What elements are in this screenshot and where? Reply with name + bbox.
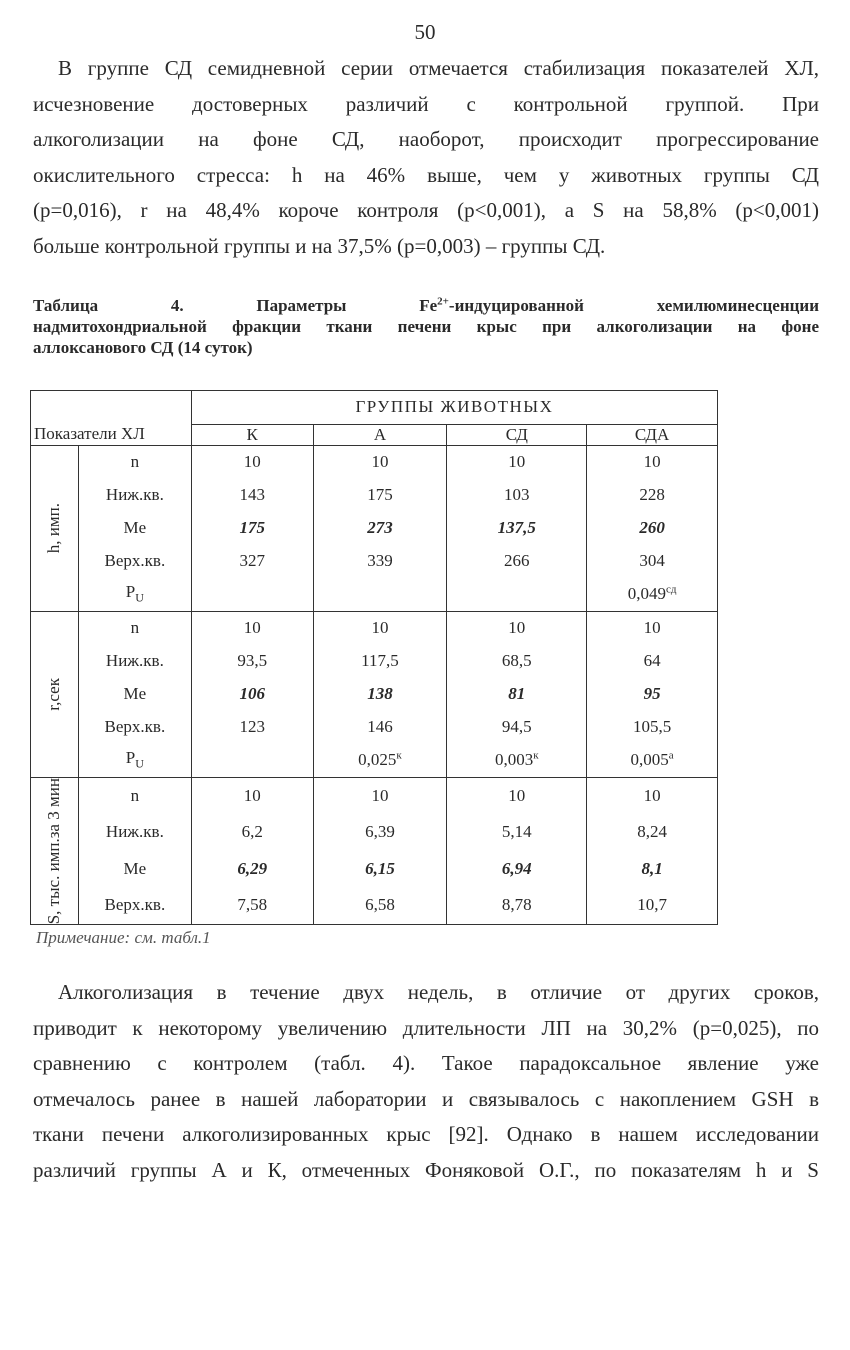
row-label <box>78 744 191 778</box>
table-cell <box>313 851 447 888</box>
table-cell <box>587 545 718 578</box>
cell-value: 6,94 <box>501 858 532 878</box>
table-row <box>31 777 718 814</box>
cell-value: 6,15 <box>365 858 395 878</box>
table-cell <box>313 445 447 479</box>
cell-value: 0,025 <box>358 750 397 769</box>
section-name <box>44 778 64 924</box>
cell-superscript: сд <box>665 583 677 596</box>
cell-value: 10 <box>371 618 389 637</box>
table-cell <box>447 678 587 711</box>
column-header: А <box>313 424 447 445</box>
table-row <box>31 611 718 645</box>
page-number: 50 <box>414 20 436 44</box>
table-note: Примечание: см. табл.1 <box>36 928 211 947</box>
cell-value: 0,003 <box>494 750 534 769</box>
table-cell <box>587 744 718 778</box>
table-cell <box>313 645 447 678</box>
table-cell <box>313 512 447 545</box>
paragraph-line: сравнению с контролем (табл. 4). Такое парадоксальное явление уже <box>33 1051 819 1075</box>
cell-value: 10 <box>508 785 526 805</box>
table-cell <box>447 578 587 612</box>
table-row <box>31 545 718 578</box>
table-header-row <box>31 391 718 425</box>
cell-value: 273 <box>367 518 393 537</box>
paragraph-line: алкоголизации на фоне СД, наоборот, происходит прогрессирование <box>33 127 819 151</box>
table-cell <box>191 777 313 814</box>
section-name-cell <box>31 611 79 777</box>
row-label-text: Верх.кв. <box>104 717 166 736</box>
cell-value: 327 <box>239 551 265 570</box>
table-cell <box>313 777 447 814</box>
chemiluminescence-table <box>30 390 718 925</box>
cell-value: 6,29 <box>237 858 268 878</box>
table-row <box>31 479 718 512</box>
section-name <box>44 678 64 711</box>
table-cell <box>191 851 313 888</box>
row-label <box>78 814 191 851</box>
table-cell <box>447 479 587 512</box>
table-cell <box>191 814 313 851</box>
column-header: СД <box>447 424 587 445</box>
cell-value: 10 <box>371 785 389 805</box>
table-cell <box>191 479 313 512</box>
table-cell <box>313 479 447 512</box>
cell-value: 143 <box>239 485 265 504</box>
table-cell <box>447 445 587 479</box>
cell-value: 175 <box>367 485 393 504</box>
caption-superscript: 2+ <box>437 295 449 308</box>
row-label <box>78 887 191 924</box>
row-label-text: Ниж.кв. <box>105 822 164 842</box>
cell-value: 7,58 <box>237 895 268 915</box>
table-cell <box>587 711 718 744</box>
cell-value: 94,5 <box>501 717 532 736</box>
row-label-text: n <box>130 618 140 637</box>
table-cell <box>191 678 313 711</box>
column-header: К <box>191 424 313 445</box>
cell-value: 0,005 <box>630 750 669 769</box>
cell-value: 8,1 <box>641 858 663 878</box>
cell-value: 68,5 <box>501 651 532 670</box>
table-cell <box>447 851 587 888</box>
cell-value: 138 <box>367 684 393 703</box>
cell-value: 6,39 <box>365 822 395 842</box>
row-label <box>78 851 191 888</box>
cell-value: 10 <box>643 785 661 805</box>
table-cell <box>587 479 718 512</box>
table-cell <box>587 611 718 645</box>
table-cell <box>313 711 447 744</box>
cell-value: 137,5 <box>497 518 536 537</box>
cell-value: 103 <box>504 485 530 504</box>
cell-value: 106 <box>239 684 265 703</box>
table-cell <box>587 814 718 851</box>
cell-value: 10 <box>243 452 261 471</box>
paragraph-line: отмечалось ранее в нашей лаборатории и связывалось с накоплением GSH в <box>33 1086 819 1111</box>
table-row <box>31 645 718 678</box>
table-cell <box>447 512 587 545</box>
caption-text: Таблица 4. Параметры Fe <box>33 296 438 315</box>
table-cell <box>587 578 718 612</box>
table-cell <box>447 611 587 645</box>
row-label-text: n <box>130 452 140 471</box>
table-cell <box>447 814 587 851</box>
row-label <box>78 479 191 512</box>
table-cell <box>313 611 447 645</box>
section-name <box>44 503 64 553</box>
cell-value: 8,24 <box>637 822 667 842</box>
caption-text: -индуцированной хемилюминесценции <box>448 296 819 315</box>
table-cell <box>587 445 718 479</box>
row-label <box>78 678 191 711</box>
table-cell <box>587 777 718 814</box>
paragraph-line: больше контрольной группы и на 37,5% (р=0,003) – группы СД. <box>33 233 606 258</box>
table-cell <box>191 887 313 924</box>
section-name-text: r,сек <box>44 677 64 711</box>
row-label-text: n <box>130 785 140 805</box>
cell-value: 81 <box>508 684 526 703</box>
table-cell <box>587 678 718 711</box>
table-cell <box>587 887 718 924</box>
paragraph-line: (р=0,016), r на 48,4% короче контроля (р<0,001), а S на 58,8% (р<0,001) <box>33 198 819 222</box>
row-label-text: Me <box>123 684 147 703</box>
table-cell <box>191 711 313 744</box>
table-cell <box>587 512 718 545</box>
section-name-text: S, тыс. имп. <box>44 837 64 924</box>
table-cell <box>191 445 313 479</box>
section-name-text: h, имп. <box>44 502 64 554</box>
cell-value: 10 <box>371 452 389 471</box>
table-cell <box>447 887 587 924</box>
row-label-text: Верх.кв. <box>104 551 166 570</box>
caption-line <box>33 295 819 316</box>
cell-value: 95 <box>643 684 661 703</box>
table-header-row <box>31 424 718 445</box>
cell-superscript: к <box>533 749 539 762</box>
row-label-text: Me <box>123 858 147 878</box>
cell-value: 0,049 <box>627 584 666 603</box>
table-cell <box>313 887 447 924</box>
table-caption <box>33 295 819 358</box>
table-cell <box>191 744 313 778</box>
table-cell <box>191 645 313 678</box>
paragraph-line: различий группы А и К, отмеченных Фоняковой О.Г., по показателям h и S <box>33 1157 819 1182</box>
paragraph-line: окислительного стресса: h на 46% выше, чем у животных группы СД <box>33 162 819 187</box>
row-label <box>78 645 191 678</box>
cell-value: 228 <box>639 485 665 504</box>
row-label-text: Me <box>123 518 147 537</box>
table-cell <box>191 545 313 578</box>
paragraph-line: В группе СД семидневной серии отмечается стабилизация показателей ХЛ, <box>58 56 819 80</box>
table-cell <box>313 814 447 851</box>
paragraph-1 <box>33 51 819 264</box>
row-label <box>78 512 191 545</box>
table-cell <box>587 645 718 678</box>
cell-value: 123 <box>239 717 265 736</box>
section-name-cell <box>31 777 79 924</box>
cell-value: 339 <box>367 551 393 570</box>
paragraph-line: ткани печени алкоголизированных крыс [92]. Однако в нашем исследовании <box>33 1122 819 1146</box>
paragraph-line: Алкоголизация в течение двух недель, в отличие от других сроков, <box>58 980 819 1004</box>
table-row <box>31 445 718 479</box>
row-label <box>78 445 191 479</box>
table-cell <box>587 851 718 888</box>
table-cell <box>447 744 587 778</box>
indicator-header: Показатели ХЛ <box>31 424 192 445</box>
table-row <box>31 814 718 851</box>
cell-value: 6,58 <box>365 895 395 915</box>
cell-value: 105,5 <box>632 717 672 736</box>
table-cell <box>313 578 447 612</box>
cell-value: 10 <box>243 785 261 805</box>
row-label-text: P <box>125 582 136 602</box>
table-cell <box>447 711 587 744</box>
row-label <box>78 611 191 645</box>
caption-line: надмитохондриальной фракции ткани печени крыс при алкоголизации на фоне <box>33 317 819 336</box>
cell-superscript: а <box>668 749 674 762</box>
section-name-cell <box>31 445 79 611</box>
table-cell <box>447 545 587 578</box>
table-row <box>31 711 718 744</box>
groups-header: ГРУППЫ ЖИВОТНЫХ <box>191 391 717 425</box>
row-label-text: Верх.кв. <box>104 895 166 915</box>
paragraph-2 <box>33 975 819 1188</box>
table-cell <box>313 545 447 578</box>
table-cell <box>191 611 313 645</box>
table-cell <box>313 678 447 711</box>
cell-value: 10 <box>243 618 261 637</box>
cell-value: 117,5 <box>361 651 399 670</box>
cell-value: 304 <box>639 551 665 570</box>
cell-value: 6,2 <box>241 822 263 842</box>
cell-value: 10 <box>643 618 661 637</box>
table-cell <box>313 744 447 778</box>
cell-value: 10 <box>643 452 661 471</box>
row-label <box>78 578 191 612</box>
row-label <box>78 777 191 814</box>
row-label-subscript: U <box>135 590 144 605</box>
caption-line: аллоксанового СД (14 суток) <box>33 338 253 357</box>
table-row <box>31 678 718 711</box>
cell-value: 10,7 <box>637 895 667 915</box>
row-label <box>78 711 191 744</box>
column-header: СДА <box>587 424 718 445</box>
table-row <box>31 744 718 778</box>
cell-value: 8,78 <box>501 895 532 915</box>
cell-value: 64 <box>643 651 661 670</box>
row-label-text: Ниж.кв. <box>105 651 164 670</box>
table-cell <box>447 777 587 814</box>
cell-value: 266 <box>504 551 530 570</box>
table-cell <box>191 512 313 545</box>
cell-value: 146 <box>367 717 393 736</box>
table-row <box>31 887 718 924</box>
paragraph-line: исчезновение достоверных различий с контрольной группой. При <box>33 91 819 116</box>
table-cell <box>447 645 587 678</box>
table-row <box>31 851 718 888</box>
cell-superscript: к <box>396 749 402 762</box>
cell-value: 93,5 <box>237 651 268 670</box>
table-row <box>31 512 718 545</box>
cell-value: 175 <box>239 518 265 537</box>
cell-value: 5,14 <box>501 822 532 842</box>
paragraph-line: приводит к некоторому увеличению длительности ЛП на 30,2% (р=0,025), по <box>33 1015 819 1040</box>
row-label <box>78 545 191 578</box>
cell-value: 260 <box>639 518 665 537</box>
row-label-subscript: U <box>135 756 144 771</box>
row-label-text: P <box>125 748 136 768</box>
table-cell <box>191 578 313 612</box>
cell-value: 10 <box>508 618 526 637</box>
section-name-text: за 3 мин <box>44 777 64 838</box>
cell-value: 10 <box>508 452 526 471</box>
row-label-text: Ниж.кв. <box>105 485 164 504</box>
table-row <box>31 578 718 612</box>
